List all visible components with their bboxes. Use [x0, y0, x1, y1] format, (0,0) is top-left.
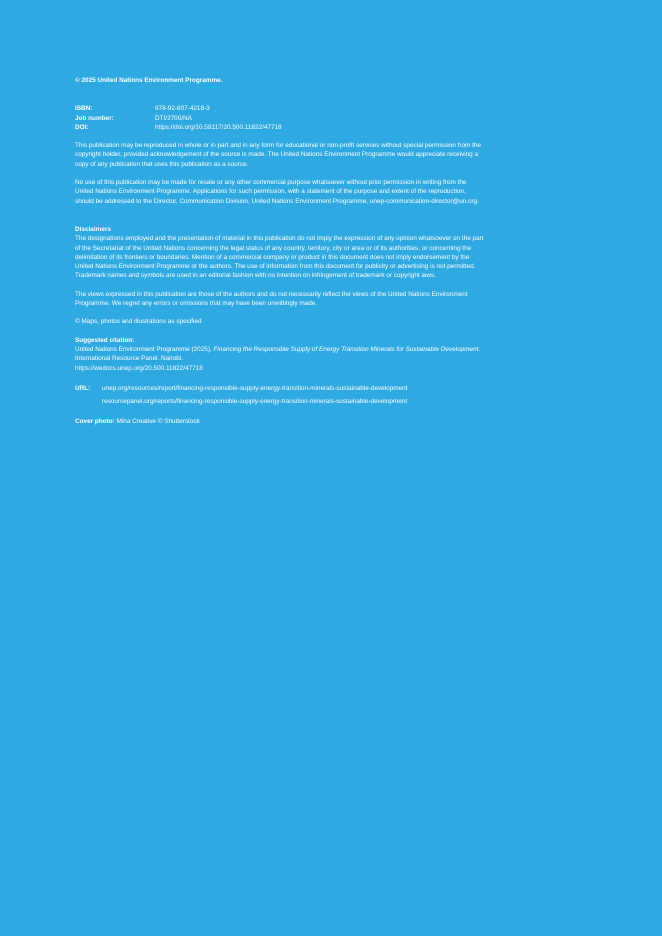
doi-link[interactable]: https://doi.org/10.59117/20.500.11822/47718 — [155, 123, 282, 131]
citation-prefix: United Nations Environment Programme (2025). — [75, 345, 214, 353]
citation-suffix: . International Resource Panel. Nairobi. — [75, 345, 481, 363]
meta-key: Job number: — [75, 114, 114, 122]
meta-key: ISBN: — [75, 105, 93, 113]
cover-photo-value: Miha Creative © Shutterstock — [114, 417, 200, 425]
meta-value: DTI/2700/NA — [155, 114, 192, 122]
citation-title: Financing the Responsible Supply of Energy Transition Minerals for Sustainable Development — [213, 345, 479, 353]
citation-section — [75, 336, 485, 373]
imprint-content — [75, 76, 485, 426]
citation-heading: Suggested citation: — [75, 336, 135, 344]
url-list — [102, 382, 485, 408]
url-link-unep[interactable]: unep.org/resources/report/financing-responsible-supply-energy-transition-minerals-sustainable-development — [102, 384, 408, 392]
publication-metadata — [75, 104, 485, 132]
copyright-line: © 2025 United Nations Environment Programme. — [75, 77, 223, 84]
meta-row-job-number — [75, 114, 485, 123]
disclaimers-heading: Disclaimers — [75, 225, 111, 233]
meta-key: DOI: — [75, 123, 89, 131]
url-link-resourcepanel[interactable]: resourcepanel.org/reports/financing-responsible-supply-energy-transition-minerals-sustainable-development — [102, 397, 408, 405]
cover-photo-label: Cover photo: — [75, 417, 115, 425]
disclaimers-paragraph: The designations employed and the presentation of material in this publication do not imply the expression of any opinion whatsoever on the part of the Secretariat of the United Nations concerning the legal status of any country, territory, city or area or of its authorities, or concerning the delimitation of its frontiers or boundaries. Mention of a commercial company or product in this document does not imply endorsement by the United Nations Environment Programme or the authors. The use of information from this document for publicity or advertising is not permitted. Trademark names and symbols are used in an editorial fashion with no intention on infringement of trademark or copyright laws. — [75, 235, 484, 280]
views-paragraph: The views expressed in this publication are those of the authors and do not necessarily reflect the views of the United Nations Environment Programme. We regret any errors or omissions that may have been unwittingly made. — [75, 290, 468, 308]
meta-row-isbn — [75, 104, 485, 113]
citation-link[interactable]: https://wedocs.unep.org/20.500.11822/47718 — [75, 364, 203, 372]
reproduction-paragraph: This publication may be reproduced in whole or in part and in any form for educational or non-profit services without special permission from the copyright holder, provided acknowledgement of the source is made. The United Nations Environment Programme would appreciate receiving a copy of any publication that uses this publication as a source. — [75, 142, 482, 168]
maps-credit: © Maps, photos and illustrations as specified — [75, 318, 202, 326]
meta-value: 978-92-807-4218-3 — [155, 105, 210, 113]
disclaimers-section — [75, 225, 485, 281]
url-section — [75, 382, 485, 408]
meta-row-doi — [75, 123, 485, 132]
url-label: URL: — [75, 384, 91, 392]
citation-text — [75, 345, 485, 364]
cover-photo-credit — [75, 417, 485, 426]
resale-paragraph: No use of this publication may be made for resale or any other commercial purpose whatsoever without prior permission in writing from the United Nations Environment Programme. Applications for such permission, with a statement of the purpose and extent of the reproduction, should be addressed to the Director, Communication Division, United Nations Environment Programme, unep-communication-director@un.org. — [75, 179, 479, 205]
